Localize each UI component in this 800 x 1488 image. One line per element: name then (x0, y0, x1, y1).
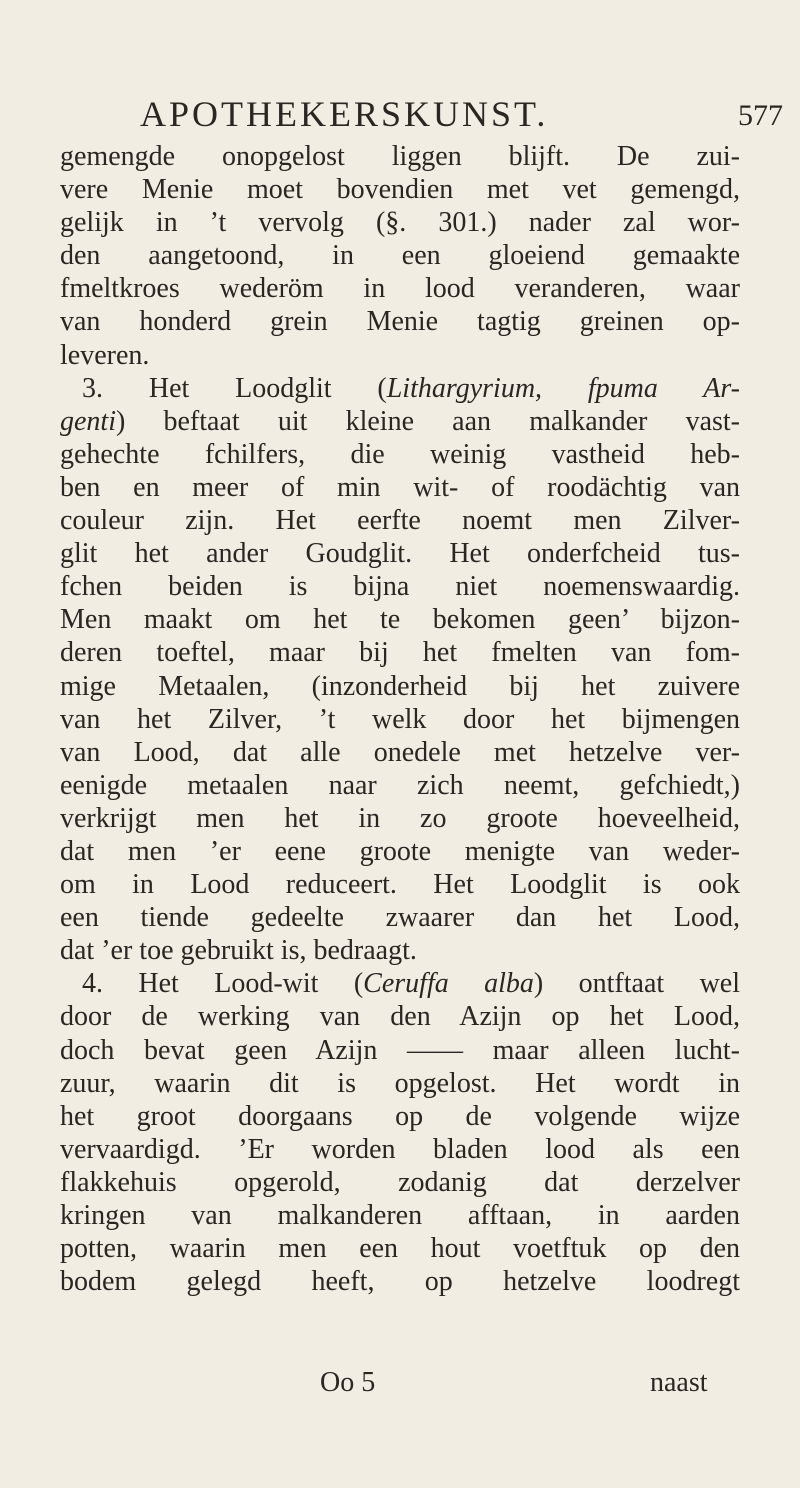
text-line: van honderd grein Menie tagtig greinen op- (60, 306, 740, 338)
text-line: leveren. (60, 339, 150, 371)
latin-term: Lithargyrium, fpuma Ar- (386, 372, 740, 404)
text-line: dat men ’er eene groote menigte van weder- (60, 835, 740, 867)
text-line: glit het ander Goudglit. Het onderfcheid tus- (60, 538, 740, 570)
text-line: couleur zijn. Het eerfte noemt men Zilver- (60, 505, 740, 537)
text-line: fchen beiden is bijna niet noemenswaardig. (60, 571, 740, 603)
signature-mark: Oo 5 (320, 1367, 376, 1398)
text-line: den aangetoond, in een gloeiend gemaakte (60, 240, 740, 272)
latin-term: genti (60, 405, 116, 437)
text-line: kringen van malkanderen afftaan, in aarden (60, 1200, 740, 1231)
text-line (60, 967, 740, 1000)
catchword: naast (650, 1367, 708, 1398)
text-line: van het Zilver, ’t welk door het bijmengen (60, 703, 740, 735)
text-line: dat ’er toe gebruikt is, bedraagt. (60, 935, 417, 967)
text-line: van Lood, dat alle onedele met hetzelve ver- (60, 736, 740, 768)
text-line: een tiende gedeelte zwaarer dan het Lood, (60, 902, 740, 934)
latin-term: Ceruffa alba (363, 968, 534, 1000)
text-line: deren toeftel, maar bij het fmelten van fom- (60, 637, 740, 669)
text-line: ben en meer of min wit- of roodächtig van (60, 471, 740, 503)
text-line: vervaardigd. ’Er worden bladen lood als een (60, 1133, 740, 1165)
line-part: 4. Het Lood-wit ( (82, 968, 364, 1000)
text-line: verkrijgt men het in zo groote hoeveelheid, (60, 802, 740, 834)
text-line: gehechte fchilfers, die weinig vastheid heb- (60, 438, 740, 470)
text-line: fmeltkroes wederöm in lood veranderen, waar (60, 273, 740, 305)
text-line: vere Menie moet bovendien met vet gemengd, (60, 174, 740, 206)
page-header (0, 92, 800, 136)
text-line: zuur, waarin dit is opgelost. Het wordt in (60, 1067, 740, 1099)
text-line: gemengde onopgelost liggen blijft. De zui- (60, 141, 740, 172)
text-line: Men maakt om het te bekomen geen’ bijzon- (60, 604, 740, 636)
line-part: ) beftaat uit kleine aan malkander vast- (116, 405, 740, 437)
text-line (60, 405, 740, 438)
text-line: flakkehuis opgerold, zodanig dat derzelver (60, 1166, 740, 1198)
text-line (60, 372, 740, 405)
text-line: eenigde metaalen naar zich neemt, gefchiedt,) (60, 769, 740, 801)
running-head: APOTHEKERSKUNST. (140, 94, 549, 134)
text-line: bodem gelegd heeft, op hetzelve loodregt (60, 1266, 740, 1298)
text-line: gelijk in ’t vervolg (§. 301.) nader zal wor- (60, 207, 740, 239)
text-line: om in Lood reduceert. Het Loodglit is ook (60, 869, 740, 901)
page-number: 577 (738, 99, 783, 132)
line-part: 3. Het Loodglit ( (82, 372, 387, 404)
text-line: doch bevat geen Azijn —— maar alleen lucht- (60, 1034, 740, 1066)
text-line: potten, waarin men een hout voetftuk op den (60, 1233, 740, 1265)
text-line: mige Metaalen, (inzonderheid bij het zuivere (60, 670, 740, 702)
text-line: het groot doorgaans op de volgende wijze (60, 1100, 740, 1132)
page-footer (0, 1365, 800, 1405)
body-text (60, 140, 740, 1370)
line-part: ) ontftaat wel (533, 968, 740, 1000)
text-line: door de werking van den Azijn op het Lood, (60, 1001, 740, 1033)
